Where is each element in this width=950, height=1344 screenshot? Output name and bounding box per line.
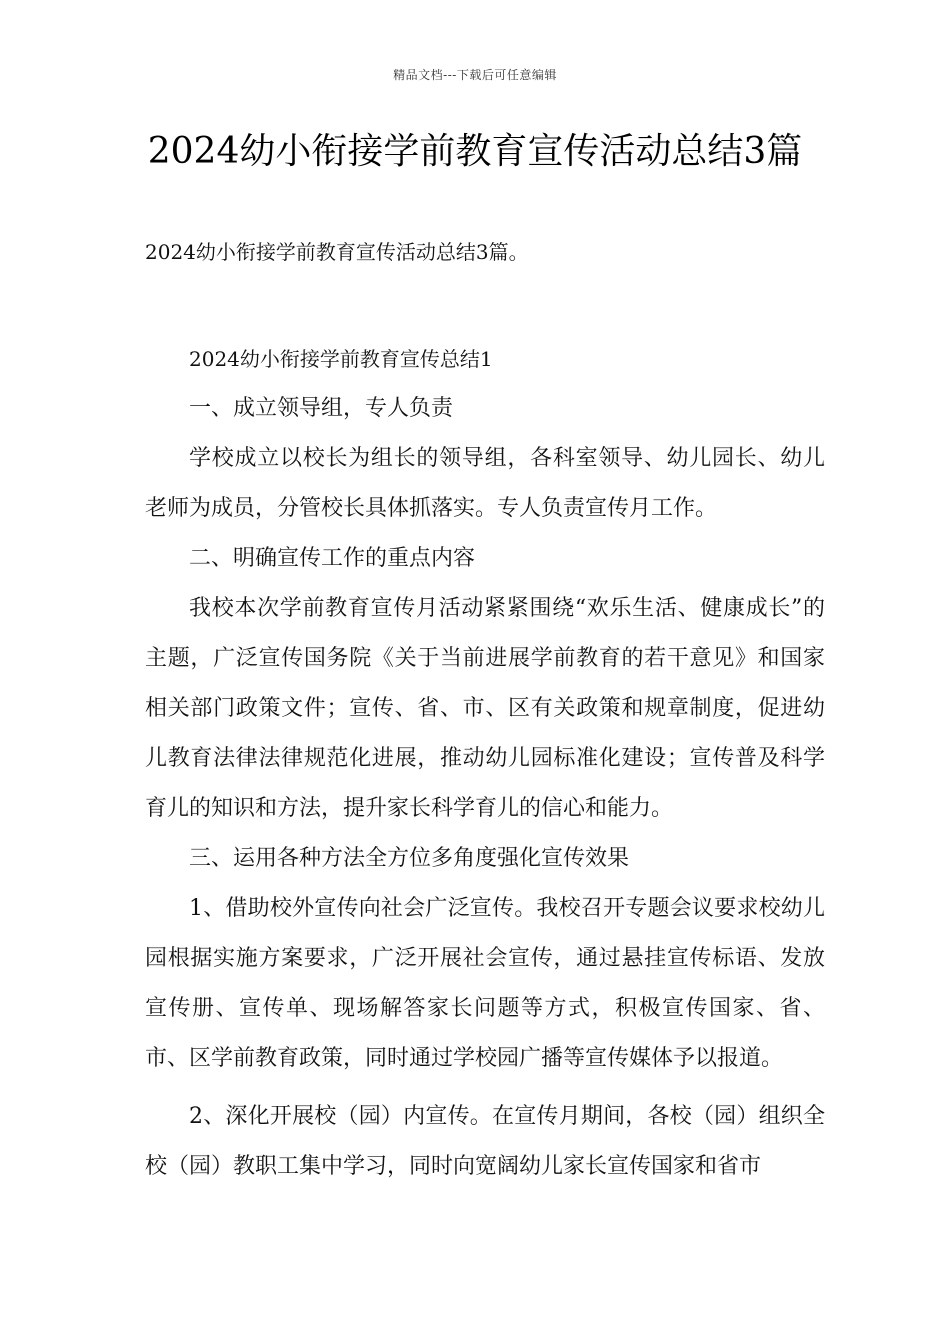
body-text	[145, 334, 825, 1192]
intro-line: 2024幼小衔接学前教育宣传活动总结3篇。	[145, 240, 529, 264]
heading-1: 一、成立领导组，专人负责	[189, 396, 454, 421]
paragraph-3: 1、借助校外宣传向社会广泛宣传。我校召开专题会议要求校幼儿园根据实施方案要求，广泛开展社会宣传，通过悬挂宣传标语、发放宣传册、宣传单、现场解答家长问题等方式，积极宣传国家、省、市、区学前教育政策，同时通过学校园广播等宣传媒体予以报道。	[145, 896, 825, 1071]
header-note: 精品文档---下载后可任意编辑	[393, 68, 557, 82]
document-title: 2024幼小衔接学前教育宣传活动总结3篇	[147, 131, 803, 172]
heading-3: 三、运用各种方法全方位多角度强化宣传效果	[189, 846, 630, 871]
paragraph-4: 2、深化开展校（园）内宣传。在宣传月期间，各校（园）组织全校（园）教职工集中学习，同时向宽阔幼儿家长宣传国家和省市	[145, 1104, 825, 1179]
paragraph-1: 学校成立以校长为组长的领导组，各科室领导、幼儿园长、幼儿老师为成员，分管校长具体抓落实。专人负责宣传月工作。	[145, 446, 825, 521]
paragraph-2: 我校本次学前教育宣传月活动紧紧围绕“欢乐生活、健康成长”的主题，广泛宣传国务院《关于当前进展学前教育的若干意见》和国家相关部门政策文件；宣传、省、市、区有关政策和规章制度，促进幼儿教育法律法律规范化进展，推动幼儿园标准化建设；宣传普及科学育儿的知识和方法，提升家长科学育儿的信心和能力。	[145, 596, 825, 821]
heading-2: 二、明确宣传工作的重点内容	[189, 546, 476, 571]
section-title: 2024幼小衔接学前教育宣传总结1	[189, 347, 493, 371]
